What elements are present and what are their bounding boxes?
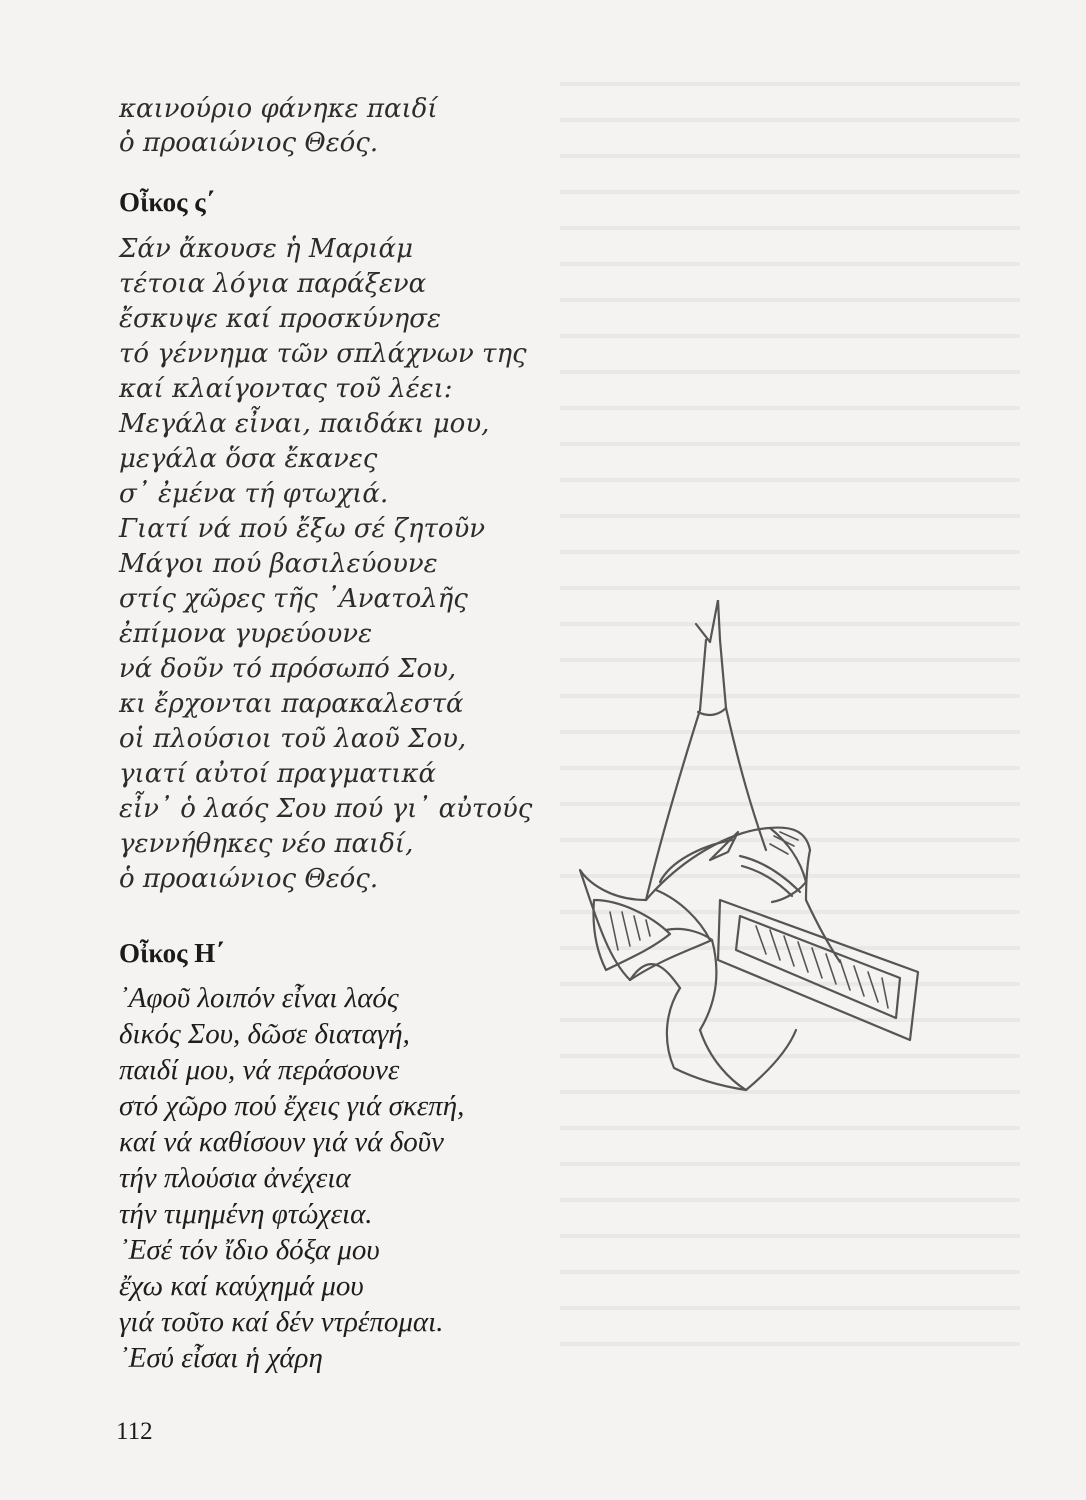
poem-line: στό χῶρο πού ἔχεις γιά σκεπή, [119, 1090, 465, 1122]
hand-drawn-ship-sketch-icon [570, 600, 930, 1130]
poem-line: στίς χῶρες τῆς ᾿Ανατολῆς [119, 584, 468, 614]
poem-line: ὁ προαιώνιος Θεός. [119, 864, 379, 894]
poem-line: ᾿Αφοῦ λοιπόν εἶναι λαός [119, 982, 399, 1014]
poem-line: Μάγοι πού βασιλεύουνε [119, 549, 438, 579]
poem-line: ἔχω καί καύχημά μου [119, 1270, 364, 1302]
poem-line: ὁ προαιώνιος Θεός. [119, 128, 379, 158]
poem-line: τήν τιμημένη φτώχεια. [119, 1198, 373, 1230]
poem-line: γιατί αὐτοί πραγματικά [119, 759, 437, 789]
poem-line: τό γέννημα τῶν σπλάχνων της [119, 339, 527, 369]
poem-line: ἔσκυψε καί προσκύνησε [119, 304, 441, 334]
poem-line: καί κλαίγοντας τοῦ λέει: [119, 374, 453, 404]
section-heading-oikos-8: Οἶκος Η΄ [119, 938, 225, 968]
poem-line: παιδί μου, νά περάσουνε [119, 1054, 400, 1086]
poem-line: τέτοια λόγια παράξενα [119, 269, 427, 299]
page-number: 112 [116, 1418, 153, 1445]
poem-line: ᾿Εσύ εἶσαι ἡ χάρη [119, 1342, 323, 1374]
poem-line: τήν πλούσια ἀνέχεια [119, 1162, 351, 1194]
poem-line: ᾿Εσέ τόν ἴδιο δόξα μου [119, 1234, 380, 1266]
section-heading-oikos-6: Οἶκος ς΄ [119, 187, 215, 217]
poem-line: καινούριο φάνηκε παιδί [119, 94, 438, 124]
poem-line: εἶν᾿ ὁ λαός Σου πού γι᾿ αὐτούς [119, 794, 533, 824]
poem-line: νά δοῦν τό πρόσωπό Σου, [119, 654, 457, 684]
poem-line: σ᾿ ἐμένα τή φτωχιά. [119, 479, 389, 509]
poem-line: κι ἔρχονται παρακαλεστά [119, 689, 464, 719]
poem-line: Σάν ἄκουσε ἡ Μαριάμ [119, 234, 413, 264]
poem-line: γιά τοῦτο καί δέν ντρέπομαι. [119, 1306, 444, 1338]
poem-line: δικός Σου, δῶσε διαταγή, [119, 1018, 410, 1050]
poem-line: καί νά καθίσουν γιά νά δοῦν [119, 1126, 444, 1158]
poem-line: ἐπίμονα γυρεύουνε [119, 619, 373, 649]
poem-line: Μεγάλα εἶναι, παιδάκι μου, [119, 409, 490, 439]
poem-line: Γιατί νά πού ἔξω σέ ζητοῦν [119, 514, 486, 544]
poem-line: γεννήθηκες νέο παιδί, [119, 829, 414, 859]
poem-line: οἱ πλούσιοι τοῦ λαοῦ Σου, [119, 724, 467, 754]
poem-line: μεγάλα ὅσα ἔκανες [119, 444, 378, 474]
